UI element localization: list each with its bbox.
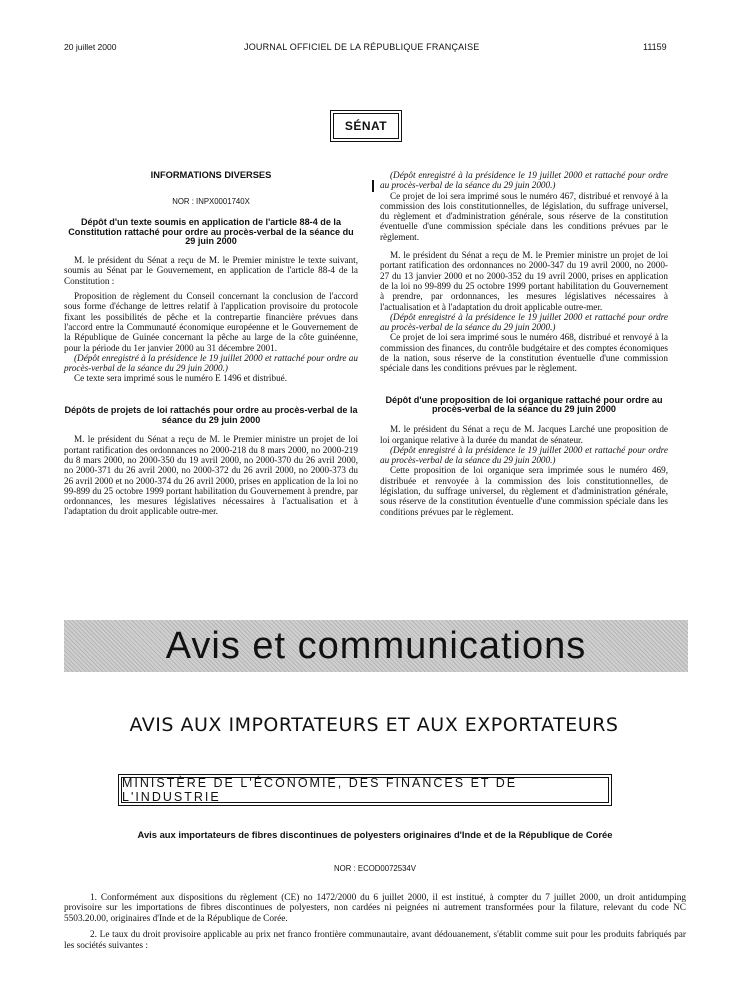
avis-importateurs-title: AVIS AUX IMPORTATEURS ET AUX EXPORTATEURS	[129, 714, 619, 736]
header-date: 20 juillet 2000	[64, 42, 117, 52]
paragraph-deposit-note: (Dépôt enregistré à la présidence le 19 juillet 2000 et rattaché pour ordre au procès-verbal de la séance du 29 juin 2000.)	[380, 444, 668, 466]
right-column	[380, 170, 668, 517]
banner-title: Avis et communications	[165, 624, 587, 667]
paragraph: M. le président du Sénat a reçu de M. Jacques Larché une proposition de loi organique relative à la durée du mandat de sénateur.	[380, 424, 668, 445]
paragraph: Ce texte sera imprimé sous le numéro E 1496 et distribué.	[74, 373, 288, 384]
heading-article-88-4: Dépôt d'un texte soumis en application de l'article 88-4 de la Constitution rattaché pour ordre au procès-verbal de la séance du 29 juin 2000	[68, 216, 354, 247]
avis-nor-reference: NOR : ECOD0072534V	[334, 864, 416, 873]
left-column	[64, 170, 358, 517]
paragraph-deposit-note: (Dépôt enregistré à la présidence le 19 juillet 2000 et rattaché pour ordre au procès-verbal de la séance du 29 juin 2000.)	[64, 352, 358, 374]
avis-body	[64, 893, 686, 951]
paragraph: 2. Le taux du droit provisoire applicable au prix net franco frontière communautaire, avant dédouanement, s'établit comme suit pour les produits fabriqués par les sociétés suivantes :	[64, 930, 686, 951]
paragraph: Ce projet de loi sera imprimé sous le numéro 467, distribué et renvoyé à la commission des lois constitutionnelles, de législation, du suffrage universel, du règlement et d'administration générale, sous réserve de la constitution éventuelle d'une commission spéciale dans les conditions prévues par le règlement.	[380, 190, 668, 242]
paragraph: 1. Conformément aux dispositions du règlement (CE) no 1472/2000 du 6 juillet 2000, il est institué, à compter du 7 juillet 2000, un droit antidumping provisoire sur les importations de fibres discontinues de polyesters, non cardées ni peignées ni autrement transformées pour la filature, relevant du code NC 5503.20.00, originaires d'Inde et de la République de Corée.	[64, 893, 686, 924]
header-journal-title: JOURNAL OFFICIEL DE LA RÉPUBLIQUE FRANÇAISE	[244, 42, 480, 52]
senat-box	[333, 113, 399, 139]
heading-depots-projets: Dépôts de projets de loi rattachés pour ordre au procès-verbal de la séance du 29 juin 2000	[64, 404, 358, 425]
paragraph: M. le président du Sénat a reçu de M. le Premier ministre un projet de loi portant ratification des ordonnances no 2000-218 du 8 mars 2000, no 2000-219 du 8 mars 2000, no 2000-350 du 19 avril 2000, no 2000-370 du 26 avril 2000, no 2000-371 du 26 avril 2000, no 2000-372 du 26 avril 2000, no 2000-373 du 26 avril 2000 et no 2000-374 du 26 avril 2000, prises en application de la loi no 99-899 du 25 octobre 1999 portant habilitation du Gouvernement à prendre, par ordonnances, les mesures législatives nécessaires à l'actualisation et à l'adaptation du droit applicable outre-mer.	[64, 434, 358, 517]
paragraph: Cette proposition de loi organique sera imprimée sous le numéro 469, distribuée et renvoyée à la commission des lois constitutionnelles, de législation, du suffrage universel, du règlement et d'administration générale, sous réserve de la constitution éventuelle d'une commission spéciale dans les conditions prévues par le règlement.	[380, 465, 668, 517]
senat-label: SÉNAT	[344, 119, 388, 133]
paragraph: Ce projet de loi sera imprimé sous le numéro 468, distribué et renvoyé à la commission des finances, du contrôle budgétaire et des comptes économiques de la nation, sous réserve de la constitution éventuelle d'une commission spéciale dans les conditions prévues par le règlement.	[380, 332, 668, 374]
column-divider	[372, 180, 374, 192]
avis-banner	[64, 620, 688, 672]
nor-reference: NOR : INPX0001740X	[172, 196, 250, 206]
paragraph-deposit-note: (Dépôt enregistré à la présidence le 19 juillet 2000 et rattaché pour ordre au procès-verbal de la séance du 29 juin 2000.)	[380, 311, 668, 333]
paragraph: Proposition de règlement du Conseil concernant la conclusion de l'accord sous forme d'échange de lettres relatif à l'application provisoire du protocole fixant les possibilités de pêche et la contrepartie financière prévues dans l'accord entre la Communauté économique européenne et le Gouvernement de la République de Guinée concernant la pêche au large de la côte guinéenne, pour la période du 1er janvier 2000 au 31 décembre 2001.	[64, 291, 358, 353]
ministere-label: MINISTÈRE DE L'ÉCONOMIE, DES FINANCES ET DE L'INDUSTRIE	[122, 776, 518, 804]
ministere-box	[121, 777, 609, 803]
paragraph: M. le président du Sénat a reçu de M. le Premier ministre un projet de loi portant ratification des ordonnances no 2000-347 du 19 avril 2000, no 2000-27 du 13 janvier 2000 et no 2000-352 du 19 avril 2000, prises en application de la loi no 99-899 du 25 octobre 1999 portant habilitation du Gouvernement à prendre, par ordonnances, les mesures législatives nécessaires à l'actualisation et à l'adaptation du droit applicable outre-mer.	[380, 250, 668, 312]
avis-heading: Avis aux importateurs de fibres discontinues de polyesters originaires d'Inde et de la République de Corée	[137, 829, 613, 840]
paragraph-deposit-note: (Dépôt enregistré à la présidence le 19 juillet 2000 et rattaché pour ordre au procès-verbal de la séance du 29 juin 2000.)	[380, 170, 668, 191]
paragraph: M. le président du Sénat a reçu de M. le Premier ministre le texte suivant, soumis au Sénat par le Gouvernement, en application de l'article 88-4 de la Constitution :	[64, 255, 358, 286]
heading-proposition-loi: Dépôt d'une proposition de loi organique rattaché pour ordre au procès-verbal de la séance du 29 juin 2000	[385, 394, 663, 415]
section-title: INFORMATIONS DIVERSES	[150, 170, 272, 180]
header-page-number: 11159	[643, 42, 667, 52]
